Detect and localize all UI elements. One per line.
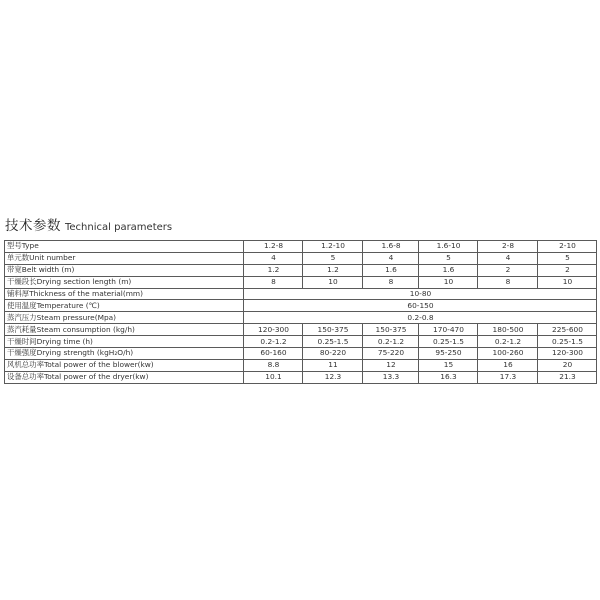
table-cell: 150-375 — [363, 324, 419, 336]
merged-cell: 60-150 — [244, 300, 597, 312]
row-label: 风机总功率Total power of the blower(kw) — [5, 359, 244, 371]
table-cell: 1.2-10 — [303, 241, 363, 253]
table-row — [5, 288, 597, 300]
table-cell: 0.25-1.5 — [538, 336, 597, 348]
table-row — [5, 252, 597, 264]
table-cell: 1.2 — [244, 264, 303, 276]
table-cell: 75-220 — [363, 348, 419, 360]
table-row — [5, 348, 597, 360]
table-row — [5, 359, 597, 371]
table-cell: 60-160 — [244, 348, 303, 360]
table-cell: 8.8 — [244, 359, 303, 371]
table-cell: 11 — [303, 359, 363, 371]
heading-chinese: 技术参数 — [5, 218, 61, 234]
table-cell: 1.6-8 — [363, 241, 419, 253]
table-row — [5, 264, 597, 276]
table-row — [5, 276, 597, 288]
table-cell: 4 — [478, 252, 538, 264]
section-heading — [5, 214, 172, 232]
table-cell: 170-470 — [419, 324, 478, 336]
row-label: 设备总功率Total power of the dryer(kw) — [5, 371, 244, 383]
table-cell: 16.3 — [419, 371, 478, 383]
table-cell: 8 — [478, 276, 538, 288]
merged-cell: 10-80 — [244, 288, 597, 300]
row-label: 干燥段长Drying section length (m) — [5, 276, 244, 288]
table-cell: 0.2-1.2 — [478, 336, 538, 348]
table-cell: 225-600 — [538, 324, 597, 336]
table-row — [5, 336, 597, 348]
technical-parameters-table — [4, 240, 597, 384]
table-cell: 12 — [363, 359, 419, 371]
table-cell: 12.3 — [303, 371, 363, 383]
table-cell: 8 — [244, 276, 303, 288]
table-cell: 0.25-1.5 — [419, 336, 478, 348]
row-label: 使用温度Temperature (℃) — [5, 300, 244, 312]
table-cell: 80-220 — [303, 348, 363, 360]
table-cell: 10 — [303, 276, 363, 288]
table-cell: 13.3 — [363, 371, 419, 383]
table-cell: 0.2-1.2 — [244, 336, 303, 348]
table-cell: 1.6-10 — [419, 241, 478, 253]
table-cell: 2 — [478, 264, 538, 276]
row-label: 铺料厚Thickness of the material(mm) — [5, 288, 244, 300]
table-row — [5, 371, 597, 383]
table-cell: 120-300 — [244, 324, 303, 336]
table-cell: 10 — [419, 276, 478, 288]
row-label: 蒸汽压力Steam pressure(Mpa) — [5, 312, 244, 324]
row-label: 蒸汽耗量Steam consumption (kg/h) — [5, 324, 244, 336]
table-cell: 17.3 — [478, 371, 538, 383]
table-row — [5, 300, 597, 312]
table-cell: 21.3 — [538, 371, 597, 383]
row-label: 带宽Belt width (m) — [5, 264, 244, 276]
table-cell: 1.2-8 — [244, 241, 303, 253]
table-row — [5, 324, 597, 336]
table-cell: 95-250 — [419, 348, 478, 360]
row-label: 型号Type — [5, 241, 244, 253]
table-row — [5, 312, 597, 324]
table-cell: 4 — [363, 252, 419, 264]
table-cell: 5 — [419, 252, 478, 264]
merged-cell: 0.2-0.8 — [244, 312, 597, 324]
table-cell: 120-300 — [538, 348, 597, 360]
table-cell: 20 — [538, 359, 597, 371]
table-cell: 180-500 — [478, 324, 538, 336]
table-cell: 16 — [478, 359, 538, 371]
table-cell: 5 — [303, 252, 363, 264]
table-cell: 100-260 — [478, 348, 538, 360]
table-cell: 10.1 — [244, 371, 303, 383]
table-cell: 1.2 — [303, 264, 363, 276]
row-label: 干燥强度Drying strength (kgH₂O/h) — [5, 348, 244, 360]
table-cell: 15 — [419, 359, 478, 371]
table-cell: 10 — [538, 276, 597, 288]
table-row — [5, 241, 597, 253]
row-label: 单元数Unit number — [5, 252, 244, 264]
heading-english: Technical parameters — [65, 222, 173, 233]
table-cell: 4 — [244, 252, 303, 264]
table-cell: 2-10 — [538, 241, 597, 253]
table-cell: 2-8 — [478, 241, 538, 253]
table-cell: 0.2-1.2 — [363, 336, 419, 348]
table-cell: 0.25-1.5 — [303, 336, 363, 348]
table-cell: 8 — [363, 276, 419, 288]
table-cell: 150-375 — [303, 324, 363, 336]
row-label: 干燥时间Drying time (h) — [5, 336, 244, 348]
table-cell: 1.6 — [363, 264, 419, 276]
table-cell: 1.6 — [419, 264, 478, 276]
table-cell: 5 — [538, 252, 597, 264]
table-cell: 2 — [538, 264, 597, 276]
